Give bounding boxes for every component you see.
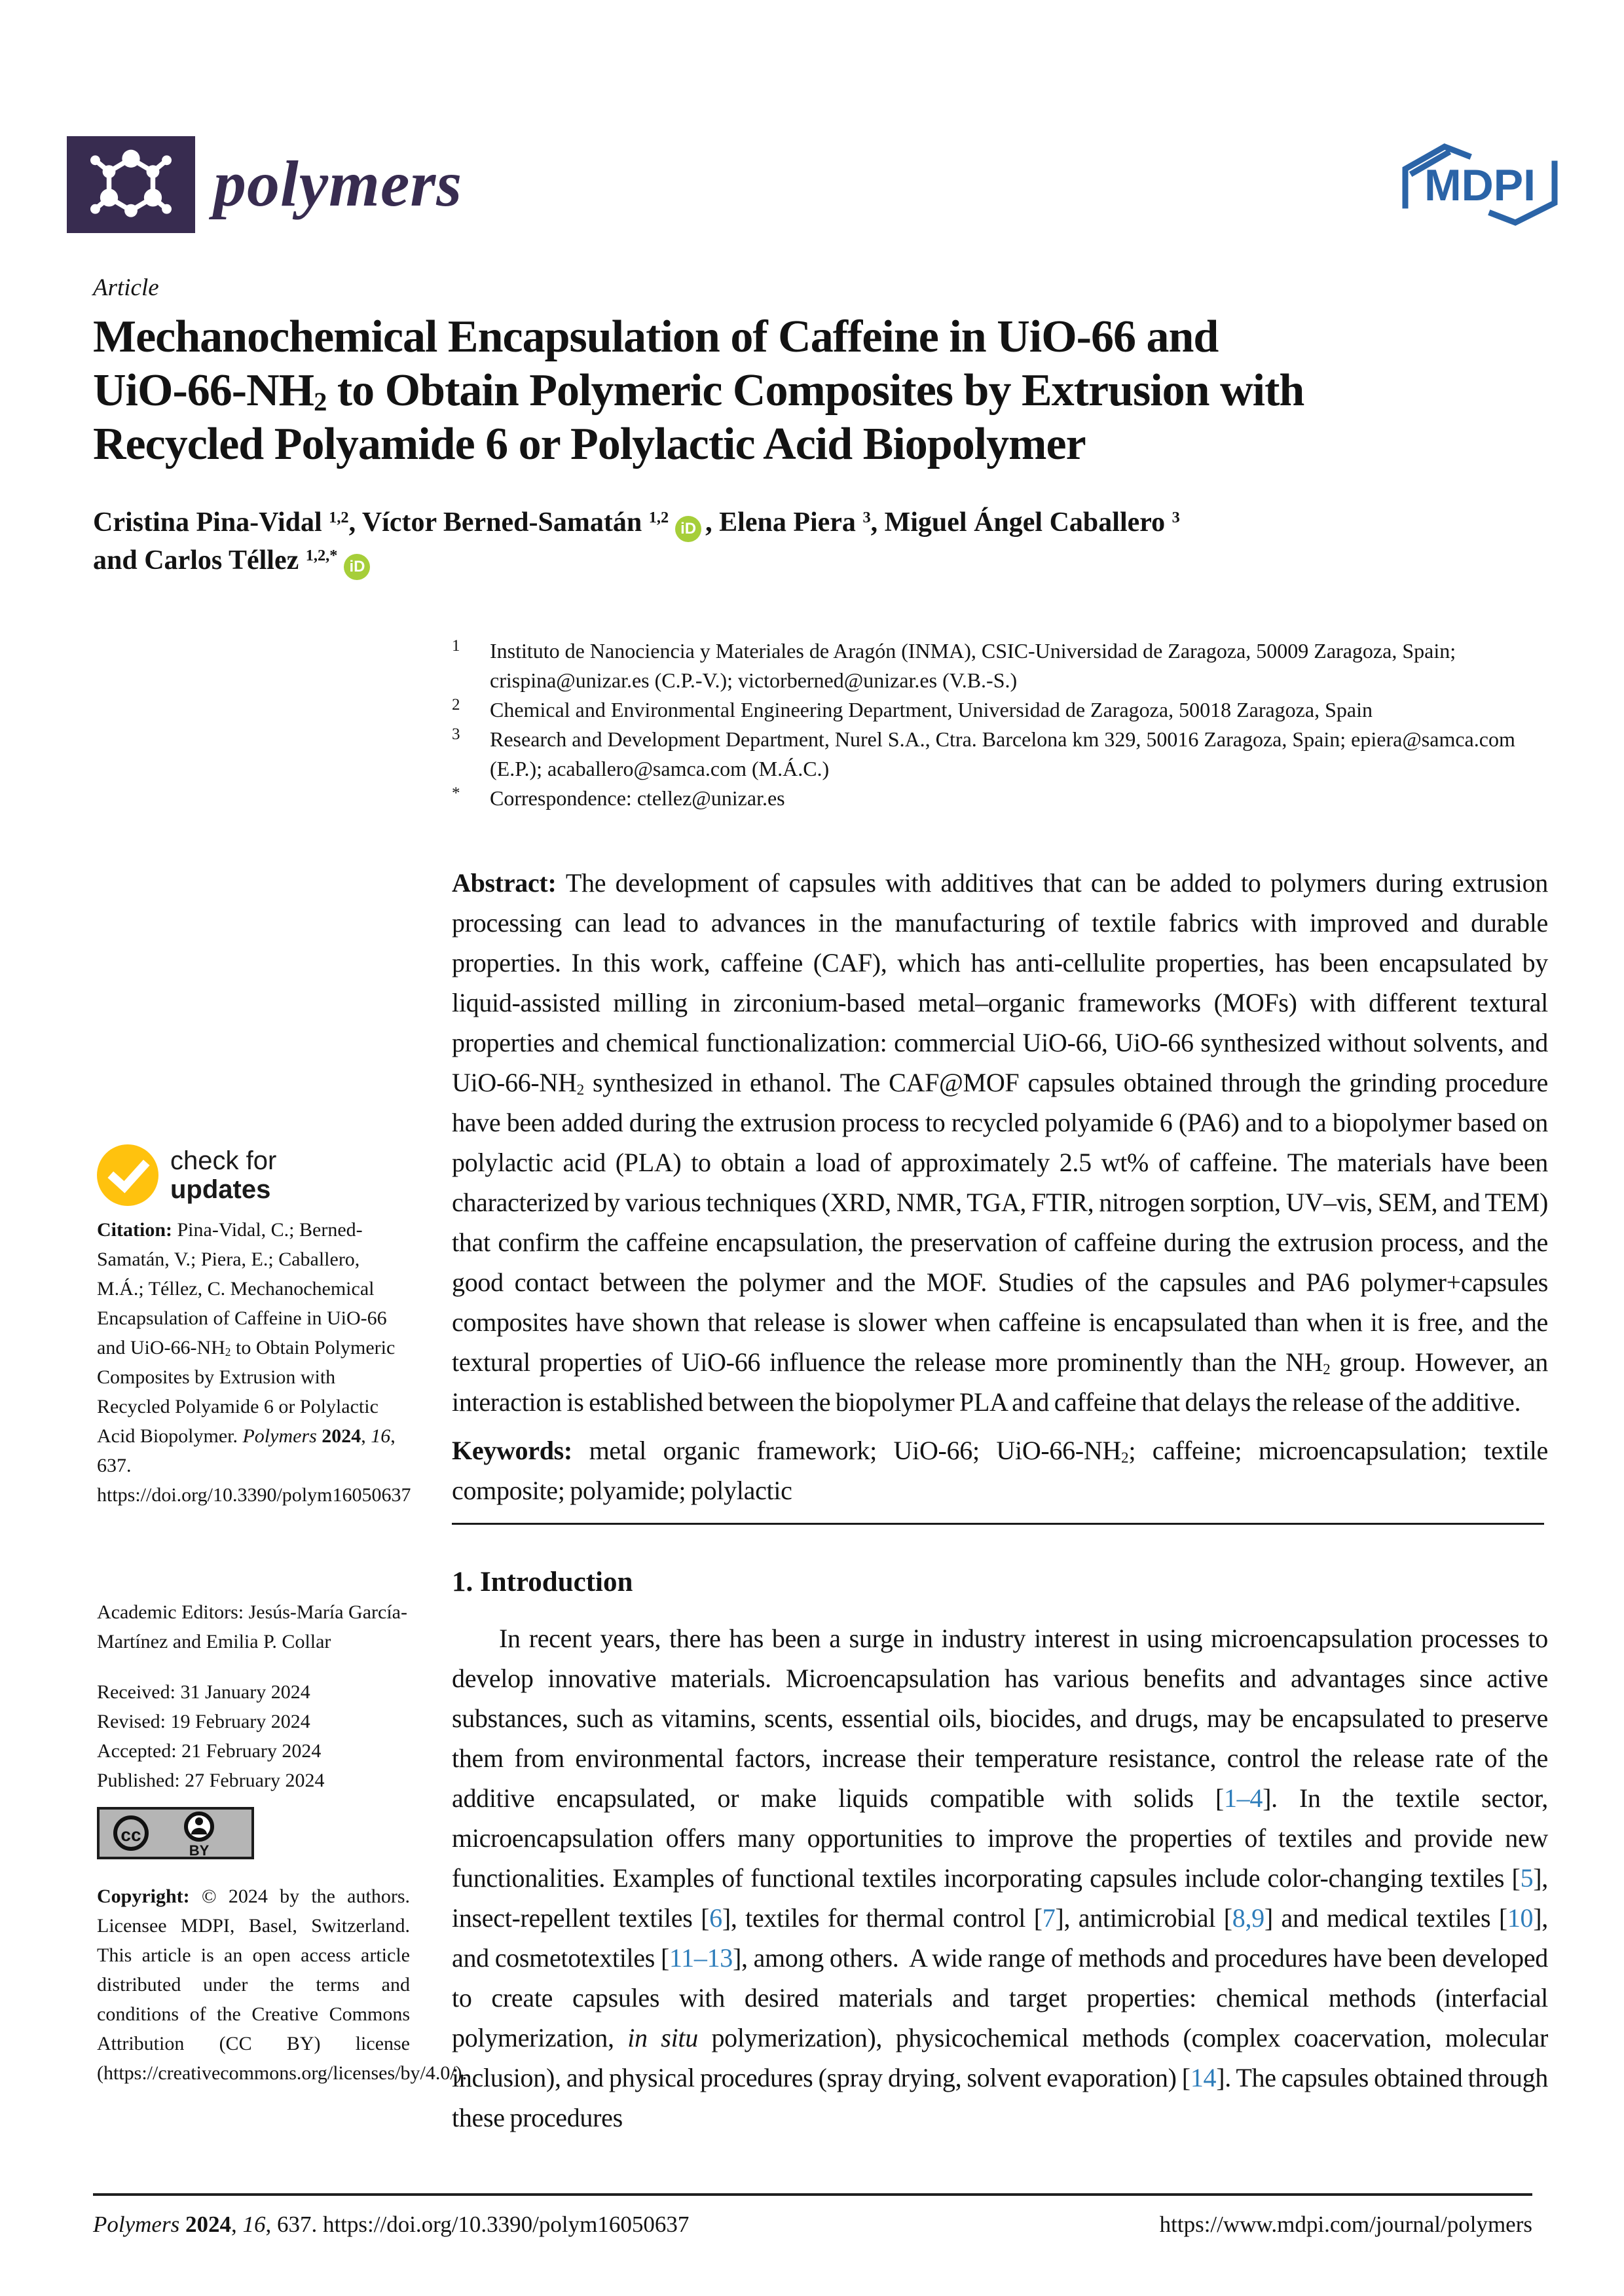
cc-by-badge[interactable] [97,1807,254,1859]
text-segment: , Víctor Berned-Samatán [348,507,649,538]
text-segment: and Carlos Téllez [93,545,306,575]
text-segment: ], insect-repellent textiles [ [452,1863,1553,1933]
journal-logo[interactable] [67,136,195,233]
title-line-1 [93,310,1579,364]
text-segment: Keywords: [452,1436,589,1465]
text-segment: , [231,2212,243,2237]
citation-link[interactable]: 10 [1507,1903,1534,1933]
received-date: Received: 31 January 2024 [97,1681,310,1703]
text-segment: synthesized in ethanol. The CAF@MOF capsules obtained through the grinding procedure have been added during the extrusion process to recycled polyamide 6 (PA6) and to a biopolymer based on polylactic acid (PLA) to obtain a load of approximately 2.5 wt% of caffeine. The materials have been characterized by various techniques (XRD, NMR, TGA, FTIR, nitrogen sorption, UV–vis, SEM, and TEM) that confirm the caffeine encapsulation, the preservation of caffeine during the extrusion process, and the good contact between the polymer and the MOF. Studies of the capsules and PA6 polymer+capsules composites have shown that release is slower when caffeine is encapsulated than when it is free, and the textural properties of UiO-66 influence the release more prominently than the NH [452,1068,1553,1377]
mdpi-logo[interactable] [1392,137,1568,229]
affiliation-text: Correspondence: ctellez@unizar.es [490,786,785,810]
footer-journal-url[interactable]: https://www.mdpi.com/journal/polymers [1159,2212,1532,2237]
text-segment: Polymers [93,2212,185,2237]
orcid-icon[interactable]: iD [344,554,370,580]
text-segment: ; caffeine; microencapsulation; textile composite; polyamide; polylactic [452,1436,1553,1505]
text-segment: ]. In the textile sector, microencapsulation offers many opportunities to improve the properties of textiles and provide new functionalities. Examples of functional textiles incorporating capsules include color-changing textiles [ [452,1783,1553,1893]
affiliation-row [452,725,1552,784]
text-segment: 3 [862,508,871,526]
text-segment: 3 [1172,508,1180,526]
text-segment: 2024 [322,1425,361,1447]
affiliation-marker: 2 [452,696,460,714]
text-segment: 1,2,* [305,546,338,564]
text-segment: 2 [1121,1449,1129,1467]
check-for-updates-badge[interactable] [97,1144,276,1206]
revised-date: Revised: 19 February 2024 [97,1711,310,1732]
text-segment: ], antimicrobial [ [1055,1903,1232,1933]
text-segment: , Miguel Ángel Caballero [870,507,1172,538]
mdpi-label: MDPI [1424,160,1536,210]
text-segment: Recycled Polyamide 6 or Polylactic Acid Biopolymer [93,419,1086,469]
orcid-icon[interactable]: iD [675,516,701,542]
text-segment: Cristina Pina-Vidal [93,507,329,538]
affiliation-marker: * [452,784,460,802]
text-segment: polymerization), physicochemical methods (complex coacervation, molecular inclusion), and physical procedures (spray drying, solvent evaporation) [ [452,2023,1553,2092]
authors-line-1 [93,504,1579,542]
text-segment: , 637. https://doi.org/10.3390/polym16050637 [97,1425,411,1506]
affiliation-marker: 3 [452,725,460,743]
text-segment: ] and medical textiles [ [1264,1903,1507,1933]
title-line-2 [93,364,1579,418]
text-segment: Pina-Vidal, C.; Berned-Samatán, V.; Piera, E.; Caballero, M.Á.; Téllez, C. Mechanochemical Encapsulation of Caffeine in UiO-66 and UiO-66-NH [97,1219,392,1358]
text-segment: metal organic framework; UiO-66; UiO-66-NH [589,1436,1122,1465]
polymers-wordmark: polymers [213,147,463,220]
affiliation-text: Chemical and Environmental Engineering Department, Universidad de Zaragoza, 50018 Zaragoza, Spain [490,698,1373,721]
footer-divider [93,2193,1532,2196]
text-segment: 2 [225,1345,231,1359]
title-line-3 [93,418,1579,471]
paper-title [93,310,1579,471]
text-segment: 1,2 [648,508,669,526]
text-segment: 16 [242,2212,266,2237]
article-type-label: Article [93,274,159,301]
text-segment: , [361,1425,371,1447]
affiliation-row [452,695,1552,725]
text-segment: Citation: [97,1219,177,1241]
published-date: Published: 27 February 2024 [97,1770,325,1791]
text-segment: 2 [314,387,327,417]
section-heading-introduction: 1. Introduction [452,1567,633,1597]
academic-editors: Academic Editors: Jesús-María García-Martínez and Emilia P. Collar [97,1601,407,1652]
text-segment: 2024 [185,2212,231,2237]
citation-link[interactable]: 8,9 [1232,1903,1264,1933]
copyright-text [97,1882,468,2088]
text-segment: ], textiles for thermal control [ [722,1903,1043,1933]
text-segment: to Obtain Polymeric Composites by Extrusion with Recycled Polyamide 6 or Polylactic Acid Biopolymer. [97,1337,400,1447]
keywords-line [452,1430,1553,1510]
authors-line-2 [93,542,1579,580]
citation-block [97,1215,410,1510]
text-segment: group. However, an interaction is established between the biopolymer PLA and caffeine that delays the release of the additive. [452,1347,1553,1417]
affiliation-marker: 1 [452,637,460,655]
text-segment: The development of capsules with additives that can be added to polymers during extrusion processing can lead to advances in the manufacturing of textile fabrics with improved and durable properties. In this work, caffeine (CAF), which has anti-cellulite properties, has been encapsulated by liquid-assisted milling in zirconium-based metal–organic frameworks (MOFs) with different textural properties and chemical functionalization: commercial UiO-66, UiO-66 synthesized without solvents, and UiO-66-NH [452,868,1553,1097]
by-label: BY [189,1842,210,1859]
affiliation-text: Research and Development Department, Nurel S.A., Ctra. Barcelona km 329, 50016 Zaragoza, Spain; epiera@samca.com (E.P.); acaballero@samca.com (M.Á.C.) [490,727,1515,780]
text-segment: , Elena Piera [705,507,863,538]
section-divider [452,1523,1544,1525]
text-segment: 2 [576,1081,584,1099]
citation-link[interactable]: 6 [709,1903,722,1933]
citation-link[interactable]: 14 [1190,2063,1217,2092]
text-segment: In recent years, there has been a surge in industry interest in using microencapsulation processes to develop innovative materials. Microencapsulation has various benefits and advantages since active substances, such as vitamins, scents, essential oils, biocides, and drugs, may be encapsulated to preserve them from environmental factors, increase their temperature resistance, control the release rate of the additive encapsulated, or make liquids compatible with solids [ [452,1624,1553,1813]
citation-link[interactable]: 1–4 [1223,1783,1263,1813]
accepted-date: Accepted: 21 February 2024 [97,1740,322,1762]
cc-letters: cc [120,1825,141,1845]
text-segment: 2 [1323,1360,1331,1378]
text-segment: © 2024 by the authors. Licensee MDPI, Basel, Switzerland. This article is an open access article distributed under the terms and conditions of the Creative Commons Attribution (CC BY) license (https://creativecommons.org/licenses/by/4.0/). [97,1886,468,2084]
abstract-paragraph [452,863,1553,1422]
authors-block [93,504,1579,580]
text-segment: ]. The capsules obtained through these procedures [452,2063,1553,2132]
check-icon [97,1144,158,1206]
citation-link[interactable]: 11–13 [669,1943,733,1973]
text-segment: 1,2 [329,508,349,526]
text-segment: Mechanochemical Encapsulation of Caffeine in UiO-66 and [93,312,1219,362]
affiliation-row [452,636,1552,695]
text-segment: UiO-66-NH [93,365,314,416]
text-segment: Polymers [242,1425,322,1447]
text-segment: ], and cosmetotextiles [ [452,1903,1553,1973]
check-for-updates-label: check for updates [170,1146,277,1204]
affiliations-block [452,636,1552,813]
affiliation-text: Instituto de Nanociencia y Materiales de Aragón (INMA), CSIC-Universidad de Zaragoza, 50009 Zaragoza, Spain; crispina@unizar.es (C.P.-V.); victorberned@unizar.es (V.B.-S.) [490,639,1456,692]
text-segment: Abstract: [452,868,566,898]
footer-citation[interactable] [93,2212,689,2238]
text-segment: 16 [371,1425,391,1447]
molecule-icon [90,144,172,225]
text-segment: Copyright: [97,1886,202,1907]
text-segment: ], among others. A wide range of methods and procedures have been developed to create capsules with desired materials and target properties: chemical methods (interfacial polymerization, [452,1943,1553,2052]
dates-block [97,1677,410,1795]
text-segment: , 637. https://doi.org/10.3390/polym16050637 [265,2212,690,2237]
citation-link[interactable]: 7 [1042,1903,1056,1933]
text-segment: in situ [627,2023,698,2052]
introduction-paragraph [452,1618,1553,2138]
text-segment: to Obtain Polymeric Composites by Extrusion with [326,365,1304,416]
citation-link[interactable]: 5 [1520,1863,1534,1893]
affiliation-row [452,784,1552,813]
